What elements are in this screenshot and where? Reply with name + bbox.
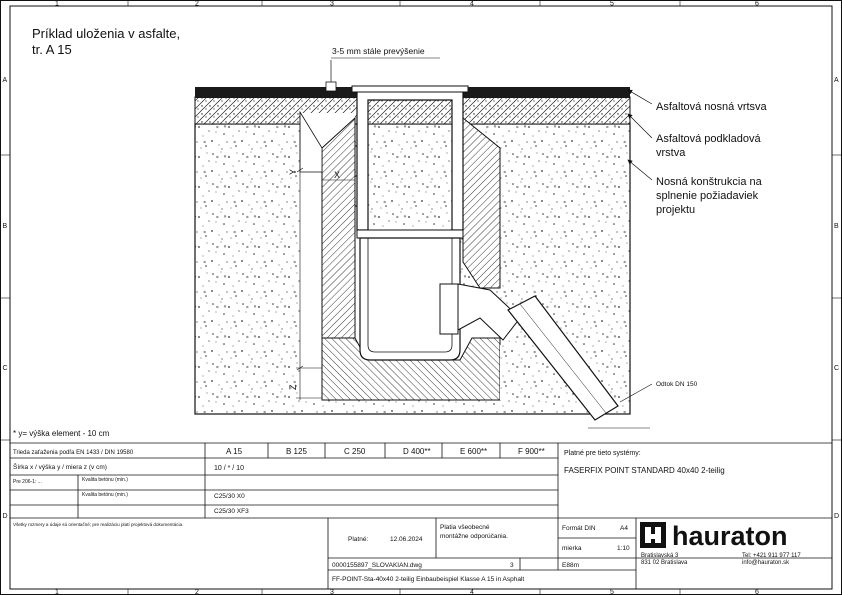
file-name: 0000155897_SLOVAKIAN.dwg: [332, 562, 422, 569]
dim-y: Y: [288, 168, 298, 175]
label-wearing-course: Asfaltová nosná vrtsva: [656, 101, 767, 113]
cross-section: [195, 58, 652, 428]
scale-label: mierka: [562, 545, 582, 552]
grid-row-b-right: B: [834, 223, 839, 230]
grid-row-d: D: [2, 513, 8, 520]
grid-col-1: 1: [55, 0, 59, 8]
hauraton-logo: [640, 521, 788, 551]
load-class-5: E 600**: [460, 447, 488, 456]
brand-name: hauraton: [672, 521, 788, 551]
right-concrete-haunch: [463, 118, 500, 288]
left-concrete-haunch: [322, 118, 355, 338]
elevation-note: 3-5 mm stále prevýšenie: [332, 46, 425, 56]
concrete-row-2-label: Kvalita betónu (min.): [82, 492, 128, 498]
label-base-layer-1: Asfaltová podkladová: [656, 133, 761, 145]
title-line-2: tr. A 15: [32, 42, 72, 57]
load-class-2: B 125: [286, 447, 307, 456]
grid-row-c-right: C: [834, 365, 840, 372]
dim-z: Z: [288, 384, 298, 390]
address-line-1: Bratislavská 3: [641, 553, 679, 559]
grid-col-6-bottom: 6: [755, 589, 759, 595]
label-bearing-2: splnenie požiadaviek: [656, 190, 759, 202]
address-line-2: 831 02 Bratislava: [641, 560, 688, 566]
date-value: 12.06.2024: [390, 536, 423, 543]
system-name: FASERFIX POINT STANDARD 40x40 2-teilig: [564, 466, 725, 475]
concrete-row-1-label: Kvalita betónu (min.): [82, 477, 128, 483]
contact-line-1: Tel: +421 911 977 117: [742, 553, 801, 559]
title-line-1: Príklad uloženia v asfalte,: [32, 26, 181, 41]
grid-row-b: B: [2, 223, 8, 230]
load-class-1: A 15: [226, 447, 243, 456]
grid-col-3-bottom: 3: [330, 589, 334, 595]
dim-x: X: [334, 170, 341, 180]
applies-note-1: Platia všeobecné: [440, 524, 490, 531]
asphalt-base-layer: [195, 97, 630, 124]
label-bearing-1: Nosná konštrukcia na: [656, 176, 762, 188]
valid-for-label: Platné pre tieto systémy:: [564, 450, 641, 457]
grid-col-2-bottom: 2: [195, 589, 199, 595]
applies-note-2: montážne odporúčania.: [440, 533, 508, 540]
grid-row-d-right: D: [834, 513, 840, 520]
label-bearing-3: projektu: [656, 204, 696, 216]
sheet-number: 3: [510, 562, 514, 569]
class-row-header: Trieda zaťaženia podľa EN 1433 / DIN 19580: [13, 450, 134, 456]
load-class-4: D 400**: [403, 447, 431, 456]
grid-row-a: A: [2, 77, 8, 84]
grid-col-3: 3: [330, 0, 334, 8]
scale-value: 1:10: [617, 545, 630, 552]
grid-col-1-bottom: 1: [55, 589, 59, 595]
concrete-row-1-value: C25/30 X0: [214, 493, 245, 500]
disclaimer: Všetky rozmery a údaje sú orientačné; pre realizáciu platí projektová dokumentácia.: [13, 522, 184, 527]
drain-joint: [357, 230, 463, 238]
contact-line-2: info@hauraton.sk: [742, 560, 790, 566]
grid-col-4-bottom: 4: [470, 589, 474, 595]
concrete-group-label: Pre 206-1: ...: [13, 479, 42, 485]
label-base-layer-2: vrstva: [656, 147, 686, 159]
xyz-label: Šírka x / výška y / miera z (v cm): [13, 464, 107, 471]
load-class-3: C 250: [344, 447, 366, 456]
grid-col-5: 5: [610, 0, 614, 8]
date-label: Platné:: [348, 536, 369, 543]
load-class-6: F 900**: [518, 447, 545, 456]
grate: [352, 86, 468, 92]
footnote: * y= výška element - 10 cm: [13, 429, 110, 438]
grid-col-4: 4: [470, 0, 474, 8]
grid-row-a-right: A: [834, 77, 839, 84]
format-label: Formát DIN: [562, 525, 596, 532]
grid-col-5-bottom: 5: [610, 589, 614, 595]
grid-col-6: 6: [755, 0, 759, 8]
concrete-row-2-value: C25/30 XF3: [214, 508, 249, 515]
format-value: A4: [620, 525, 628, 532]
label-outlet: Odtok DN 150: [656, 381, 698, 388]
bottom-title: FF-POINT-Sta-40x40 2-teilig Einbaubeispiel Klasse A 15 in Asphalt: [332, 576, 525, 583]
xyz-value: 10 / * / 10: [214, 465, 244, 472]
revision: E88m: [562, 562, 579, 569]
grid-row-c: C: [2, 365, 8, 372]
grid-col-2: 2: [195, 0, 199, 8]
